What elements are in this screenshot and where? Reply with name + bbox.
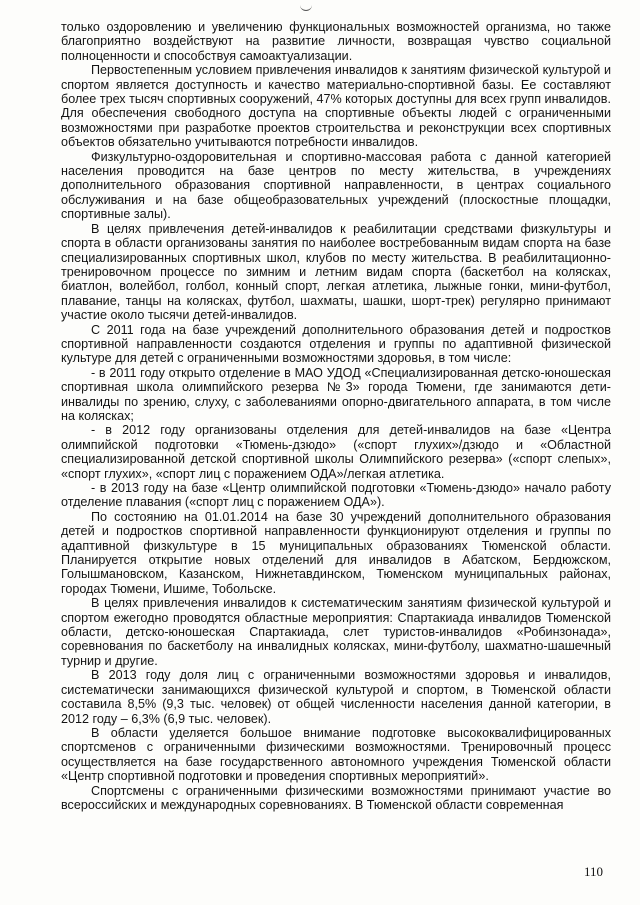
paragraph: Спортсмены с ограниченными физическими возможностями принимают участие во всероссийских и международных соревнованиях. В Тюменской области современная [61, 783, 611, 812]
paragraph: В целях привлечения детей-инвалидов к реабилитации средствами физкультуры и спорта в области организованы занятия по наиболее востребованным видам спорта на базе специализированных спортивных школ, клубов по месту жительства. В реабилитационно-тренировочном процессе по зимним и летним видам спорта (баскетбол на колясках, биатлон, волейбол, голбол, конный спорт, легкая атлетика, лыжные гонки, мини-футбол, плавание, танцы на колясках, футбол, шахматы, шашки, шорт-трек) регулярно принимают участие около тысячи детей-инвалидов. [61, 221, 611, 323]
paragraph: В целях привлечения инвалидов к систематическим занятиям физической культурой и спортом ежегодно проводятся областные мероприятия: Спартакиада инвалидов Тюменской области, детско-юношеская Спартакиада, слет туристов-инвалидов «Робинзонада», соревнования по баскетболу на инвалидных колясках, мини-футболу, шахматно-шашечный турнир и другие. [61, 596, 611, 668]
paragraph: По состоянию на 01.01.2014 на базе 30 учреждений дополнительного образования детей и подростков спортивной направленности функционируют отделения и группы по адаптивной физкультуре в 15 муниципальных образованиях Тюменской области. Планируется открытие новых отделений для инвалидов в Абатском, Бердюжском, Голышмановском, Казанском, Нижнетавдинском, Тюменском муниципальных районах, городах Тюмени, Ишиме, Тобольске. [61, 509, 611, 596]
paragraph: Первостепенным условием привлечения инвалидов к занятиям физической культурой и спортом является доступность и качество материально-спортивной базы. Ее составляют более трех тысяч спортивных сооружений, 47% которых доступны для всех групп инвалидов. Для обеспечения свободного доступа на спортивные объекты людей с ограниченными возможностями при разработке проектов строительства и реконструкции всех спортивных объектов обязательно учитываются потребности инвалидов. [61, 63, 611, 150]
paragraph: В области уделяется большое внимание подготовке высококвалифицированных спортсменов с ограниченными физическими возможностями. Тренировочный процесс осуществляется на базе государственного автономного учреждения Тюменской области «Центр спортивной подготовки и проведения спортивных мероприятий». [61, 725, 611, 784]
list-item: - в 2012 году организованы отделения для детей-инвалидов на базе «Центра олимпийской подготовки «Тюмень-дзюдо» («спорт глухих»/дзюдо и «Областной специализированной детской спортивной школы Олимпийского резерва» («спорт слепых», «спорт глухих», «спорт лиц с поражением ОДА»/легкая атлетика. [61, 423, 611, 481]
paragraph: только оздоровлению и увеличению функциональных возможностей организма, но также благоприятно воздействуют на развитие личности, возвращая чувство социальной полноценности и способствуя самоактуализации. [61, 20, 611, 63]
paragraph: С 2011 года на базе учреждений дополнительного образования детей и подростков спортивной направленности создаются отделения и группы по адаптивной физической культуре для детей с ограниченными возможностями здоровья, в том числе: [61, 322, 611, 366]
paragraph: Физкультурно-оздоровительная и спортивно-массовая работа с данной категорией населения проводится на базе центров по месту жительства, в учреждениях дополнительного образования спортивной направленности, в центрах социального обслуживания и на базе общеобразовательных учреждений (плоскостные площадки, спортивные залы). [61, 149, 611, 222]
list-item: - в 2011 году открыто отделение в МАО УДОД «Специализированная детско-юношеская спортивная школа олимпийского резерва №3» города Тюмени, где занимаются дети-инвалиды по зрению, слуху, с заболеваниями опорно-двигательного аппарата, в том числе на колясках; [61, 365, 611, 423]
scan-mark [300, 4, 312, 11]
paragraph: В 2013 году доля лиц с ограниченными возможностями здоровья и инвалидов, систематически занимающихся физической культурой и спортом, в Тюменской области составила 8,5% (9,3 тыс. человек) от общей численности населения данной категории, в 2012 году – 6,3% (6,9 тыс. человек). [61, 668, 611, 726]
document-body [61, 20, 611, 812]
list-item: - в 2013 году на базе «Центр олимпийской подготовки «Тюмень-дзюдо» начало работу отделение плавания («спорт лиц с поражением ОДА»). [61, 481, 611, 510]
page-number: 110 [583, 864, 603, 879]
